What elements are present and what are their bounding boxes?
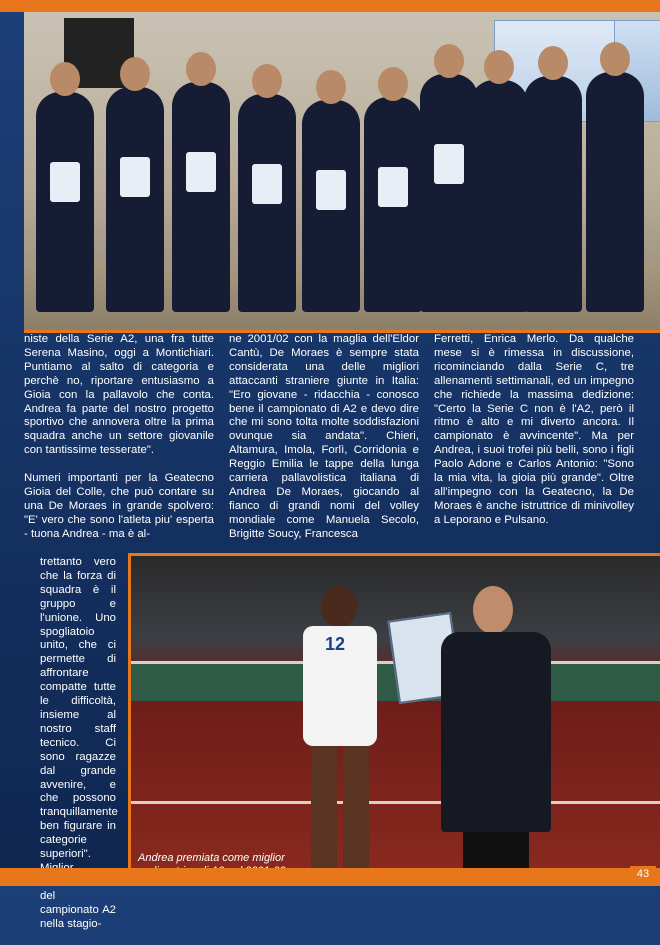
player-figure: [303, 586, 377, 876]
photo-caption: Andrea premiata come miglior: [138, 852, 285, 864]
presenter-figure: [441, 586, 551, 886]
paragraph: ne 2001/02 con la maglia dell'Eldor Cantù, De Moraes è sempre stata considerata una delle migliori attaccanti straniere giunte in Italia: "Ero giovane - ridacchia - conosco bene il campionato di A2 e devo dire che mi sono tolta molte soddisfazioni ovunque sia andata". Chieri, Altamura, Imola, Forlì, Corridonia e Reggio Emilia le tappe della lunga carriera pallavolistica italiana di Andrea De Moraes, giocando al fianco di grandi nomi del volley mondiale come Manuela Secolo, Brigitte Soucy, Francesca: [229, 333, 419, 540]
text-column-1: [24, 333, 214, 556]
team-member: [238, 94, 296, 312]
top-accent-bar: [0, 0, 660, 12]
award-photo: [128, 553, 660, 886]
team-member: [470, 80, 528, 312]
paragraph: Ferretti, Enrica Merlo. Da qualche mese si è rimessa in discussione, ricominciando dalla Serie C, tre allenamenti settimanali, ed un impegno che richiede la massima dedizione: "Certo la Serie C non è l'A2, però il ritmo è alto e mi diverto ancora. Il campionato è avvincente". Ma per Andrea, i suoi trofei più belli, sono i figli Paolo Adone e Carlos Antonio: "Sono la mia vita, la gioia più grande". Oltre all'impegno con la Geatecno, la De Moraes è anche istruttrice di minivolley a Leporano e Pulsano.: [434, 333, 634, 526]
paragraph: trettanto vero che la forza di squadra è il gruppo e l'unione. Uno spogliatoio unito, che ci permette di affrontare compatte tutte le difficoltà, insieme al nostro staff tecnico. Ci sono ragazze dal grande avvenire, e che possono tranquillamente ben figurare in categorie superiori". del campionato A2 nella stagio-: [40, 556, 118, 930]
bottom-accent-bar: [0, 868, 660, 886]
team-member: [36, 92, 94, 312]
team-photo: [24, 12, 660, 333]
team-member: [172, 82, 230, 312]
team-member: [302, 100, 360, 312]
court-line: [131, 801, 660, 804]
text-column-3: [434, 333, 634, 542]
team-member: [524, 76, 582, 312]
text-column-2: [229, 333, 419, 556]
jersey-number: 12: [325, 634, 346, 654]
team-member: [586, 72, 644, 312]
page-number: 43: [630, 866, 656, 882]
team-member: [364, 97, 422, 312]
text-column-1-narrow: [40, 556, 116, 945]
paragraph: niste della Serie A2, una fra tutte Serena Masino, oggi a Montichiari. Puntiamo al salto di categoria e perchè no, riportare entusiasmo a Gioia con la pallavolo che conta. Andrea fa parte del nostro progetto sportivo che annovera oltre la prima squadra anche un settore giovanile con tantissime tesserate".: [24, 333, 214, 457]
team-member: [106, 87, 164, 312]
paragraph: Numeri importanti per la Geatecno Gioia del Colle, che può contare su una De Moraes in grande spolvero: "E' vero che sono l'atleta piu' esperta - tuona Andrea - ma è al-: [24, 472, 214, 540]
